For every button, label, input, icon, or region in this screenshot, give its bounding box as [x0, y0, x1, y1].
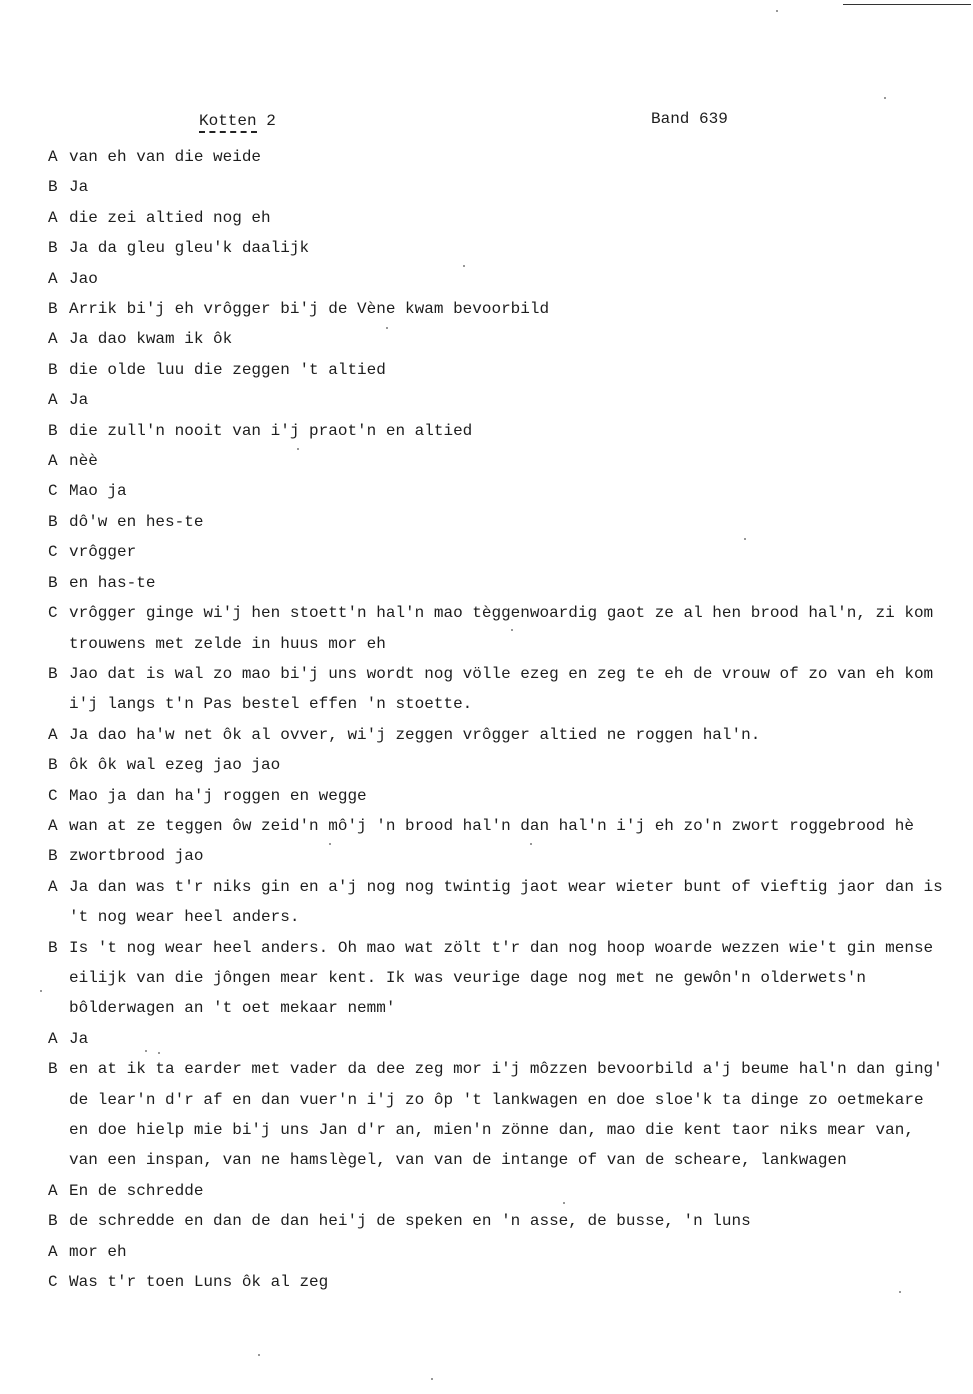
- speaker-label: C: [48, 482, 58, 501]
- transcript-line: [48, 841, 948, 871]
- utterance-text: En de schredde: [69, 1181, 204, 1200]
- utterance-text: de schredde en dan de dan hei'j de speken en 'n asse, de busse, 'n luns: [69, 1212, 751, 1231]
- speaker-label: B: [48, 512, 58, 531]
- transcript-line: [48, 1054, 948, 1176]
- speaker-label: B: [48, 664, 58, 683]
- utterance-text: dô'w en hes-te: [69, 512, 204, 531]
- utterance-text: Ja: [69, 391, 89, 410]
- transcript-line: [48, 537, 948, 567]
- utterance-text: nèè: [69, 452, 98, 471]
- speaker-label: A: [48, 269, 58, 288]
- transcript-line: [48, 476, 948, 506]
- utterance-text: Ja dao kwam ik ôk: [69, 330, 233, 349]
- transcript-line: [48, 385, 948, 415]
- transcript-line: [48, 172, 948, 202]
- speaker-label: B: [48, 756, 58, 775]
- utterance-text: die zull'n nooit van i'j praot'n en altied: [69, 421, 473, 440]
- transcript-line: [48, 142, 948, 172]
- transcript-line: [48, 1024, 948, 1054]
- utterance-text: wan at ze teggen ôw zeid'n mô'j 'n brood hal'n dan hal'n i'j eh zo'n zwort roggebrood hè: [69, 816, 914, 835]
- speaker-label: B: [48, 938, 58, 957]
- utterance-text: Ja: [69, 178, 89, 197]
- transcript-line: [48, 933, 948, 1024]
- transcript-line: [48, 659, 948, 720]
- scan-speck: [511, 629, 513, 631]
- scan-speck: [431, 1378, 433, 1380]
- scan-speck: [463, 265, 465, 267]
- speaker-label: B: [48, 1212, 58, 1231]
- transcript-line: [48, 294, 948, 324]
- transcript-line: [48, 264, 948, 294]
- scan-speck: [899, 1291, 901, 1293]
- scan-speck: [258, 1354, 260, 1356]
- scan-speck: [776, 10, 778, 12]
- utterance-text: Arrik bi'j eh vrôgger bi'j de Vène kwam bevoorbild: [69, 300, 550, 319]
- top-edge-rule: [843, 4, 971, 5]
- utterance-text: die olde luu die zeggen 't altied: [69, 360, 386, 379]
- utterance-text: Mao ja: [69, 482, 127, 501]
- utterance-text: mor eh: [69, 1242, 127, 1261]
- scan-speck: [744, 538, 746, 540]
- speaker-label: C: [48, 604, 58, 623]
- place-name: Kotten: [199, 112, 257, 133]
- band-label: Band 639: [651, 110, 728, 128]
- utterance-text: vrôgger: [69, 543, 137, 562]
- speaker-label: A: [48, 1029, 58, 1048]
- transcript-line: [48, 446, 948, 476]
- transcript-line: [48, 233, 948, 263]
- scan-speck: [145, 1050, 147, 1052]
- utterance-text: Ja dan was t'r niks gin en a'j nog nog twintig jaot wear wieter bunt of vieftig jaor dan is 't nog wear heel anders.: [69, 877, 943, 927]
- scan-speck: [386, 327, 388, 329]
- transcript-line: [48, 1206, 948, 1236]
- transcript-line: [48, 568, 948, 598]
- transcript-line: [48, 598, 948, 659]
- transcript-line: [48, 872, 948, 933]
- transcript-line: [48, 720, 948, 750]
- transcript-line: [48, 324, 948, 354]
- speaker-label: A: [48, 725, 58, 744]
- utterance-text: ôk ôk wal ezeg jao jao: [69, 756, 281, 775]
- transcript-line: [48, 1267, 948, 1297]
- speaker-label: A: [48, 877, 58, 896]
- speaker-label: A: [48, 330, 58, 349]
- speaker-label: A: [48, 148, 58, 166]
- transcript-line: [48, 781, 948, 811]
- utterance-text: die zei altied nog eh: [69, 208, 271, 227]
- scan-speck: [563, 1202, 565, 1204]
- speaker-label: B: [48, 300, 58, 319]
- utterance-text: en has-te: [69, 573, 156, 592]
- speaker-label: B: [48, 1060, 58, 1079]
- speaker-label: C: [48, 1273, 58, 1292]
- utterance-text: en at ik ta earder met vader da dee zeg mor i'j môzzen bevoorbild a'j beume hal'n dan ging' de lear'n d'r af en dan vuer'n i'j zo ôp 't lankwagen en doe sloe'k ta dinge zo oetmekare en doe hielp mie bi'j uns Jan d'r an, mien'n zönne dan, mao die kent taor niks mear van, van een inspan, van ne hamslègel, van van de intange of van de scheare, lankwagen: [69, 1060, 943, 1170]
- scan-speck: [297, 448, 299, 450]
- speaker-label: C: [48, 543, 58, 562]
- speaker-label: B: [48, 421, 58, 440]
- transcript-line: [48, 750, 948, 780]
- speaker-label: B: [48, 573, 58, 592]
- scan-speck: [530, 843, 532, 845]
- transcript-line: [48, 507, 948, 537]
- transcript-line: [48, 416, 948, 446]
- speaker-label: B: [48, 847, 58, 866]
- utterance-text: Mao ja dan ha'j roggen en wegge: [69, 786, 367, 805]
- speaker-label: A: [48, 391, 58, 410]
- utterance-text: Jao dat is wal zo mao bi'j uns wordt nog völle ezeg en zeg te eh de vrouw of zo van eh kom i'j langs t'n Pas bestel effen 'n stoette.: [69, 664, 934, 714]
- utterance-text: Jao: [69, 269, 98, 288]
- scan-speck: [884, 97, 886, 99]
- scan-speck: [329, 843, 331, 845]
- scan-speck: [40, 990, 42, 992]
- speaker-label: B: [48, 239, 58, 258]
- utterance-text: vrôgger ginge wi'j hen stoett'n hal'n mao tèggenwoardig gaot ze al hen brood hal'n, zi kom trouwens met zelde in huus mor eh: [69, 604, 934, 653]
- transcript-body: [48, 142, 948, 1297]
- speaker-label: B: [48, 360, 58, 379]
- document-title: [199, 111, 276, 131]
- utterance-text: van eh van die weide: [69, 148, 262, 166]
- transcript-line: [48, 1176, 948, 1206]
- transcript-line: [48, 811, 948, 841]
- utterance-text: Is 't nog wear heel anders. Oh mao wat zölt t'r dan nog hoop woarde wezzen wie't gin mense eilijk van die jôngen mear kent. Ik was veurige dage nog met ne gewôn'n olderwets'n bôlderwagen an 't oet mekaar nemm': [69, 938, 934, 1018]
- speaker-label: B: [48, 178, 58, 197]
- page-number: 2: [266, 112, 276, 130]
- speaker-label: A: [48, 452, 58, 471]
- speaker-label: A: [48, 208, 58, 227]
- utterance-text: Ja da gleu gleu'k daalijk: [69, 239, 310, 258]
- utterance-text: Was t'r toen Luns ôk al zeg: [69, 1273, 329, 1292]
- scan-speck: [158, 1052, 160, 1054]
- utterance-text: zwortbrood jao: [69, 847, 204, 866]
- transcript-line: [48, 203, 948, 233]
- utterance-text: Ja: [69, 1029, 89, 1048]
- speaker-label: A: [48, 1242, 58, 1261]
- utterance-text: Ja dao ha'w net ôk al ovver, wi'j zeggen vrôgger altied ne roggen hal'n.: [69, 725, 761, 744]
- transcript-line: [48, 1237, 948, 1267]
- speaker-label: C: [48, 786, 58, 805]
- speaker-label: A: [48, 1181, 58, 1200]
- speaker-label: A: [48, 816, 58, 835]
- transcript-line: [48, 355, 948, 385]
